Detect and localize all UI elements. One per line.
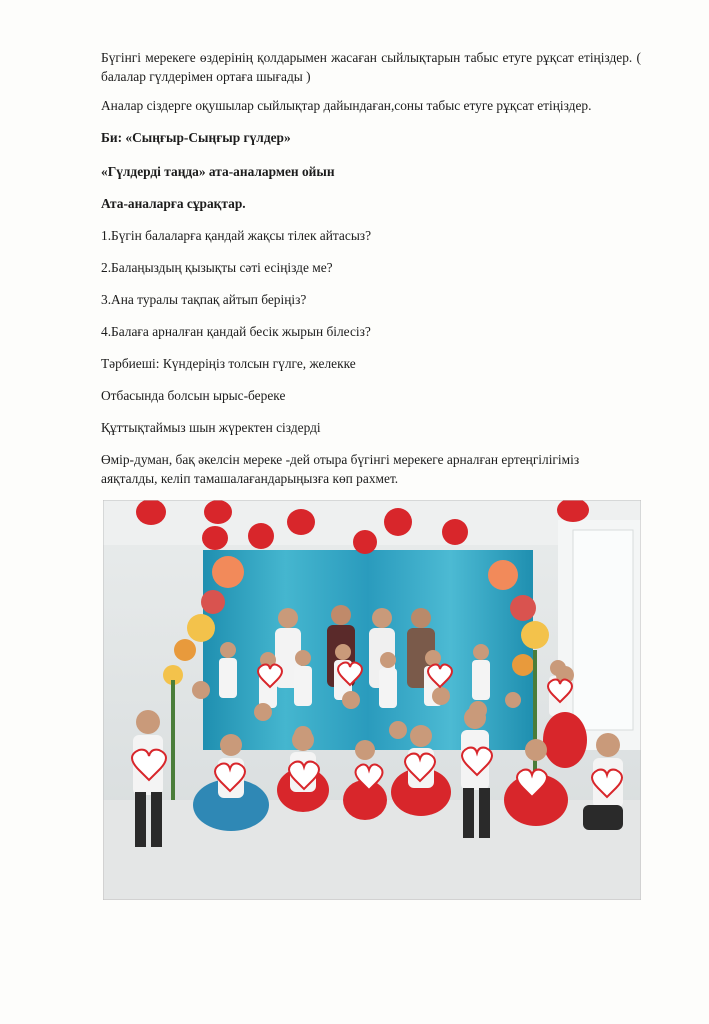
paragraph-closing: Өмір-думан, бақ әкелсін мереке -дей отыра бүгінгі мерекеге арналған ертеңгілігіміз аяқталды, келіп тамашалағандарыңызға көп рахмет. [101,452,580,486]
heading-dance: Би: «Сыңғыр-Сыңғыр гүлдер» [101,130,291,145]
heading-questions: Ата-аналарға сұрақтар. [101,196,246,211]
paragraph-mothers: Аналар сіздерге оқушылар сыйлықтар дайындаған,соны табыс етуге рұқсат етіңіздер. [101,98,592,113]
heading-game: «Гүлдерді таңда» ата-аналармен ойын [101,164,335,179]
question-2: 2.Балаңыздың қызықты сәті есіңізде ме? [101,260,333,275]
question-4: 4.Балаға арналған қандай бесік жырын білесіз? [101,324,371,339]
question-3: 3.Ана туралы тақпақ айтып беріңіз? [101,292,307,307]
paragraph-gifts: Бүгінгі мерекеге өздерінің қолдарымен жасаған сыйлықтарын табыс етуге рұқсат етіңіздер. ( балалар гүлдерімен ортаға шығады ) [101,50,641,84]
group-photo-illustration [103,500,641,900]
poem-line-1: Тәрбиеші: Күндеріңіз толсын гүлге, желекке [101,356,356,371]
group-photo [103,500,641,900]
poem-line-3: Құттықтаймыз шын жүректен сіздерді [101,420,321,435]
poem-line-2: Отбасында болсын ырыс-береке [101,388,286,403]
question-1: 1.Бүгін балаларға қандай жақсы тілек айтасыз? [101,228,372,243]
